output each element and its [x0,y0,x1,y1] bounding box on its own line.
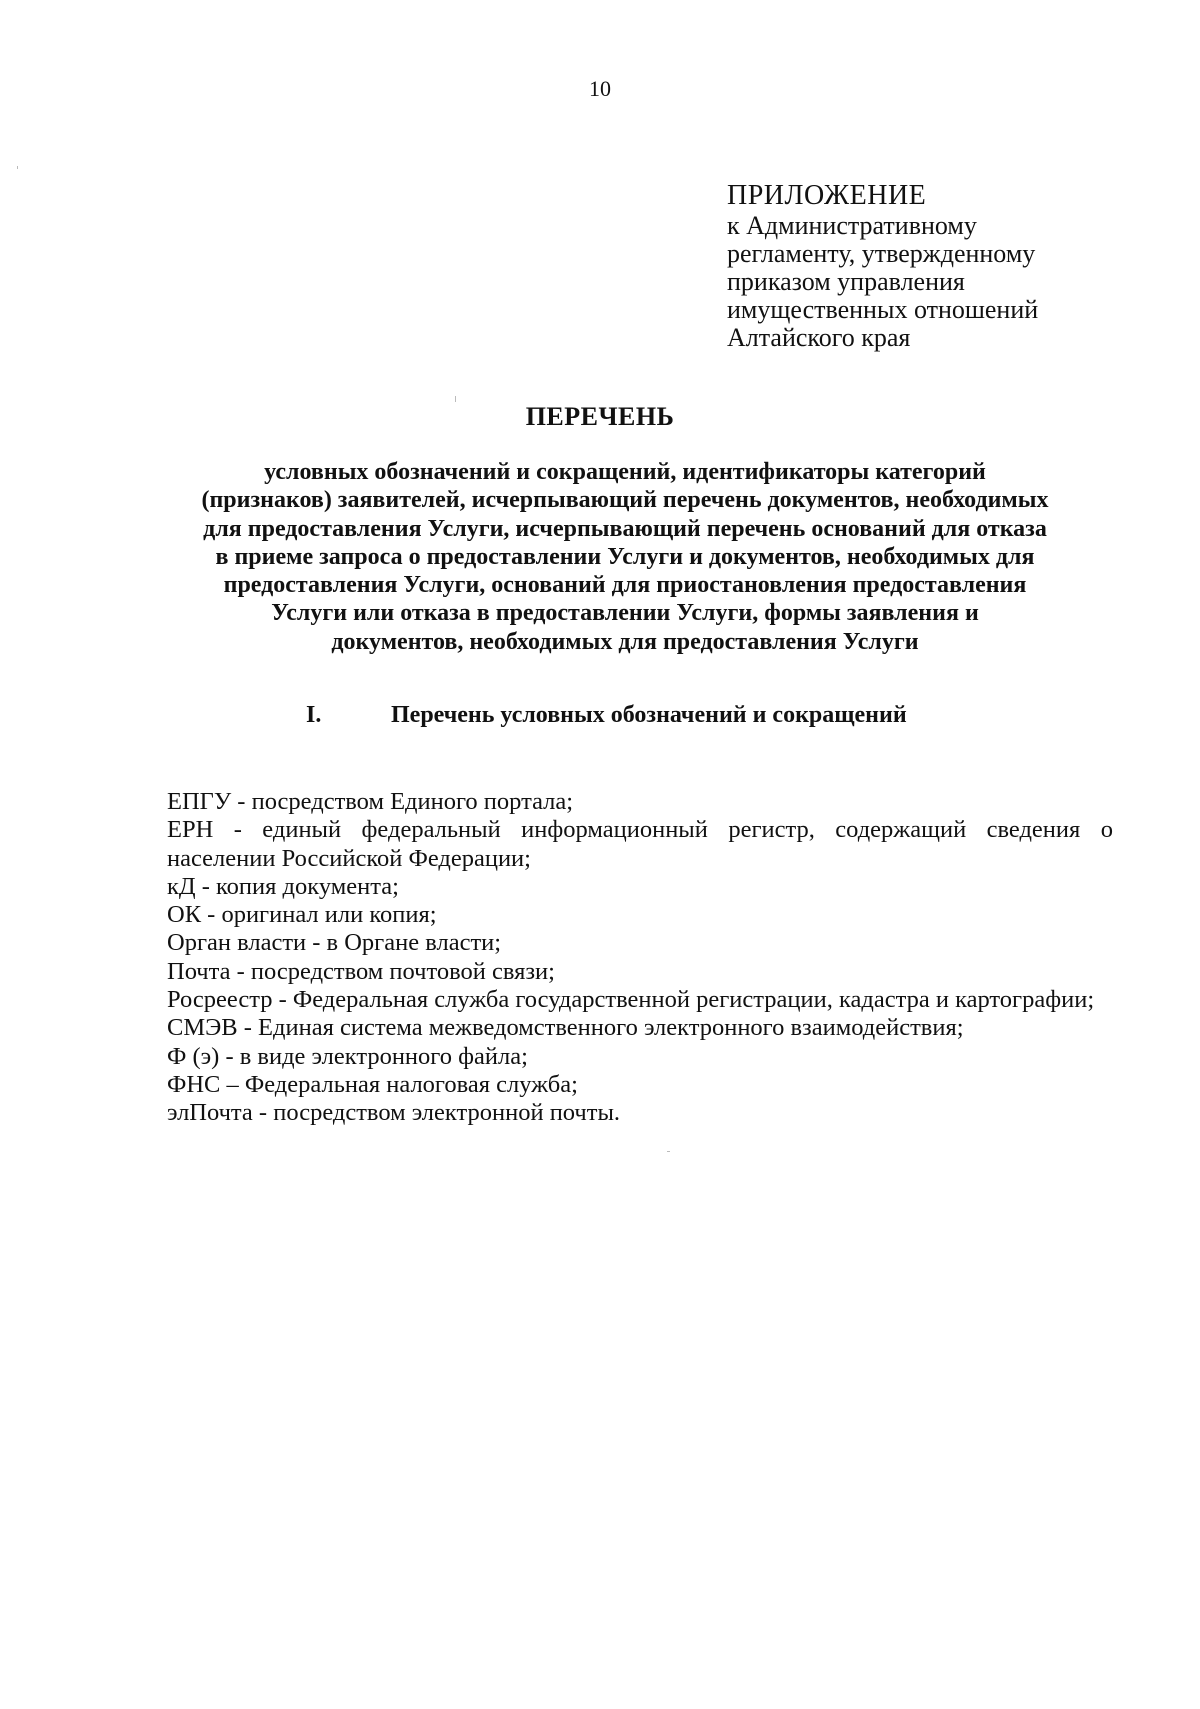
subtitle-line: условных обозначений и сокращений, идентификаторы категорий [264,459,986,485]
list-item: ФНС – Федеральная налоговая служба; [167,1070,578,1098]
scan-speck [17,166,18,169]
list-item: Ф (э) - в виде электронного файла; [167,1042,528,1070]
appendix-line: приказом управления [727,267,965,296]
list-item: ОК - оригинал или копия; [167,901,437,929]
appendix-title: ПРИЛОЖЕНИЕ [727,180,927,211]
subtitle-line: документов, необходимых для предоставления Услуги [331,628,919,655]
subtitle-line: Услуги или отказа в предоставлении Услуги, формы заявления и [271,600,979,627]
list-item: Орган власти - в Органе власти; [167,929,502,957]
section-number: I. [306,702,322,728]
list-subtitle [150,458,1100,656]
page-number: 10 [589,76,611,101]
subtitle-line: (признаков) заявителей, исчерпывающий перечень документов, необходимых [201,487,1049,514]
list-item: элПочта - посредством электронной почты. [167,1099,621,1127]
appendix-line: регламенту, утвержденному [727,239,1036,268]
list-item: Почта - посредством почтовой связи; [167,957,555,985]
list-title: ПЕРЕЧЕНЬ [525,402,675,431]
appendix-line: к Административному [727,211,977,240]
list-item: ЕРН - единый федеральный информационный регистр, содержащий сведения о населении Российской Федерации; [167,816,1113,872]
list-item: ЕПГУ - посредством Единого портала; [167,788,574,815]
subtitle-line: в приеме запроса о предоставлении Услуги и документов, необходимых для [215,543,1035,570]
section-heading [306,702,1126,729]
subtitle-line: предоставления Услуги, оснований для приостановления предоставления [223,572,1027,599]
abbreviation-list [167,788,1113,1128]
scan-speck [667,1151,670,1152]
subtitle-line: для предоставления Услуги, исчерпывающий перечень оснований для отказа [203,515,1047,542]
list-item: СМЭВ - Единая система межведомственного электронного взаимодействия; [167,1014,964,1042]
section-title: Перечень условных обозначений и сокращений [391,702,907,728]
appendix-line: имущественных отношений [727,295,1039,324]
appendix-block [727,180,1147,352]
appendix-line: Алтайского края [727,323,911,352]
scan-speck [455,396,456,402]
list-item: кД - копия документа; [167,872,399,900]
list-item: Росреестр - Федеральная служба государственной регистрации, кадастра и картографии; [167,986,1095,1014]
